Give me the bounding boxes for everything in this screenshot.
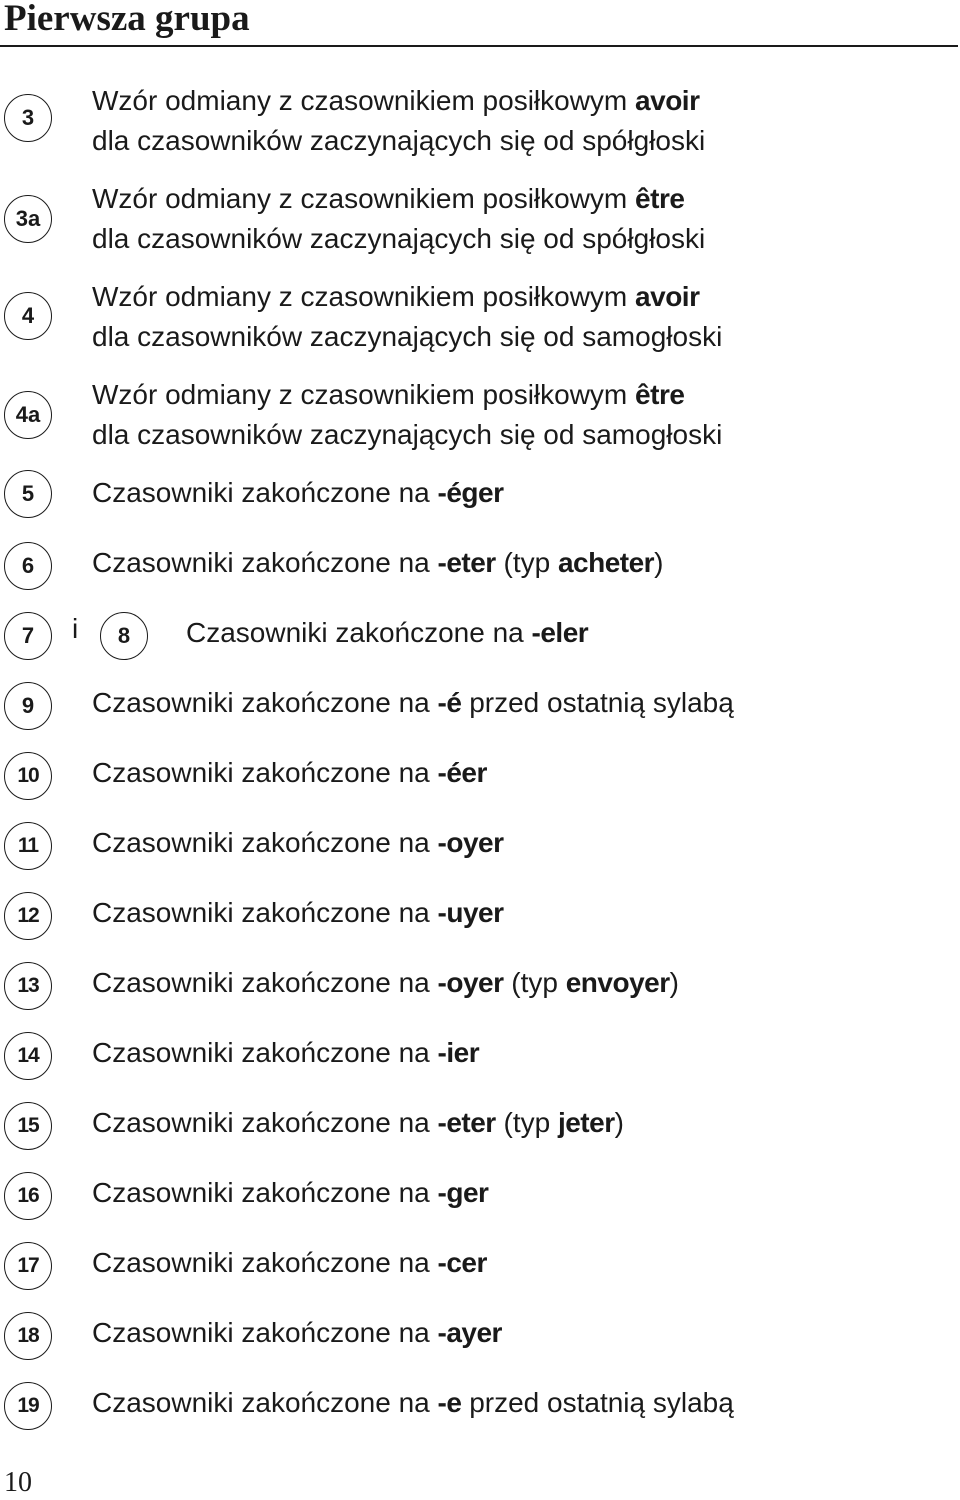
auxiliary-verb: avoir [635,85,700,116]
verb-ending: -ier [437,1037,480,1068]
number-badge: 16 [4,1172,52,1220]
entry-text: Czasowniki zakończone na -é przed ostatnią sylabą [92,687,734,718]
number-badge: 12 [4,892,52,940]
verb-ending: -ayer [437,1317,502,1348]
verb-ending: -éer [437,757,487,788]
entry-line-1: Wzór odmiany z czasownikiem posiłkowym être [92,183,685,214]
number-badge: 11 [4,822,52,870]
number-badge: 3a [4,195,52,243]
entry-line-2: dla czasowników zaczynających się od samogłoski [92,321,723,352]
entry-text: Czasowniki zakończone na -uyer [92,897,504,928]
number-badge: 13 [4,962,52,1010]
entry-line-2: dla czasowników zaczynających się od samogłoski [92,419,723,450]
verb-ending: -e [437,1387,462,1418]
title-divider [0,45,958,47]
entry-text: Czasowniki zakończone na -eter (typ jeter) [92,1107,624,1138]
entry-text: Czasowniki zakończone na -eter (typ acheter) [92,547,664,578]
entry-line-1: Wzór odmiany z czasownikiem posiłkowym être [92,379,685,410]
page-title: Pierwsza grupa [4,0,250,39]
verb-ending: -é [437,687,462,718]
entry-text: Czasowniki zakończone na -oyer [92,827,504,858]
verb-ending: -eter [437,1107,496,1138]
verb-ending: -cer [437,1247,487,1278]
verb-ending: -eler [531,617,589,648]
entry-text: Czasowniki zakończone na -e przed ostatnią sylabą [92,1387,734,1418]
number-badge: 9 [4,682,52,730]
number-badge-secondary: 8 [100,612,148,660]
verb-ending: -oyer [437,827,504,858]
number-badge: 10 [4,752,52,800]
auxiliary-verb: avoir [635,281,700,312]
number-badge: 3 [4,94,52,142]
number-badge: 7 [4,612,52,660]
verb-ending: -ger [437,1177,489,1208]
entry-line-1: Wzór odmiany z czasownikiem posiłkowym avoir [92,281,700,312]
example-verb: acheter [557,547,655,578]
number-badge: 19 [4,1382,52,1430]
example-verb: envoyer [565,967,670,998]
number-badge: 15 [4,1102,52,1150]
number-badge: 18 [4,1312,52,1360]
number-badge: 4 [4,292,52,340]
example-verb: jeter [557,1107,615,1138]
verb-ending: -éger [437,477,504,508]
entry-text: Czasowniki zakończone na -éger [92,477,504,508]
entry-text: Czasowniki zakończone na -ger [92,1177,489,1208]
entry-line-1: Wzór odmiany z czasownikiem posiłkowym avoir [92,85,700,116]
conjunction-label: i [72,613,79,644]
entry-text: Czasowniki zakończone na -éer [92,757,487,788]
verb-ending: -eter [437,547,496,578]
entry-line-2: dla czasowników zaczynających się od spółgłoski [92,125,706,156]
verb-ending: -uyer [437,897,504,928]
entry-line-2: dla czasowników zaczynających się od spółgłoski [92,223,706,254]
number-badge: 4a [4,391,52,439]
number-badge: 17 [4,1242,52,1290]
entry-text: Czasowniki zakończone na -cer [92,1247,487,1278]
entry-text: Czasowniki zakończone na -ayer [92,1317,502,1348]
page-number: 10 [4,1467,32,1498]
entry-text: Czasowniki zakończone na -ier [92,1037,480,1068]
verb-ending: -oyer [437,967,504,998]
number-badge: 6 [4,542,52,590]
number-badge: 14 [4,1032,52,1080]
auxiliary-verb: être [635,183,685,214]
auxiliary-verb: être [635,379,685,410]
entry-text: Czasowniki zakończone na -oyer (typ envoyer) [92,967,679,998]
entry-text: Czasowniki zakończone na -eler [186,617,589,648]
number-badge: 5 [4,470,52,518]
